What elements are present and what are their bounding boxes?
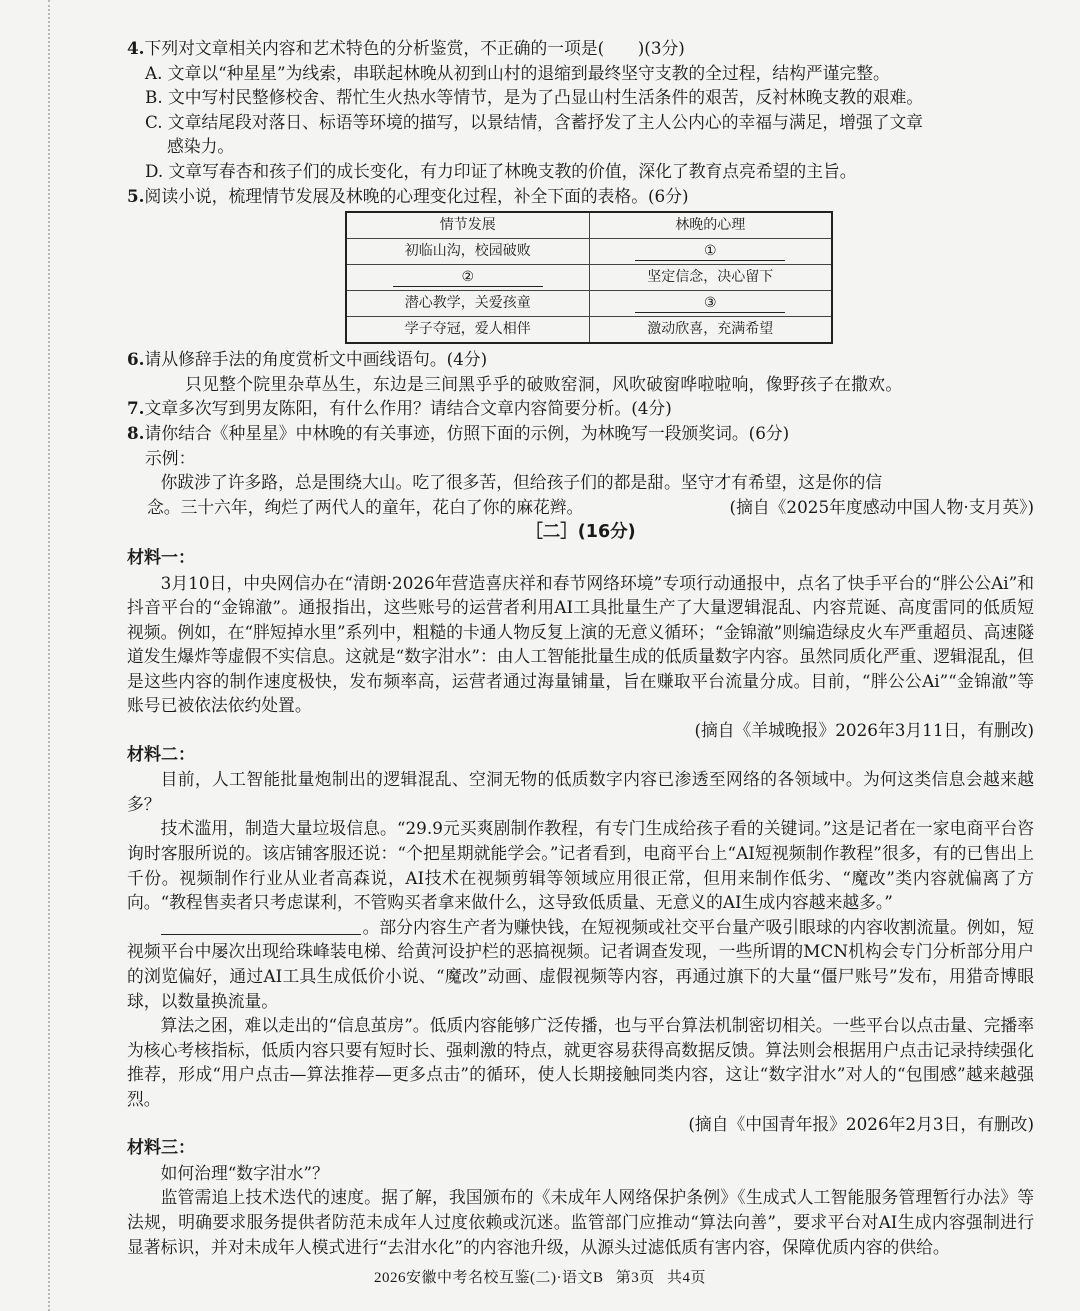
page-content <box>127 36 1034 1259</box>
example-label: 示例： <box>145 447 196 468</box>
answer-blank-cell[interactable] <box>589 239 832 265</box>
material-3-paragraph-2: 监管需追上技术迭代的速度。据了解，我国颁布的《未成年人网络保护条例》《生成式人工智能服务管理暂行办法》等法规，明确要求服务提供者防范未成年人过度依赖或沉迷。监管部门应推动“算法向善”，要求平台对AI生成内容强制进行显著标识，并对未成年人模式进行“去泔水化”的内容池升级，从源头过滤低质有害内容，保障优质内容的供给。 <box>127 1187 1034 1257</box>
question-text: 阅读小说，梳理情节发展及林晚的心理变化过程，补全下面的表格。(6分) <box>144 185 689 206</box>
question-number: 8. <box>127 422 145 443</box>
table-cell: 潜心教学，关爱孩童 <box>346 291 589 317</box>
table-cell: 坚定信念，决心留下 <box>589 265 832 291</box>
example-text-line-2: 念。三十六年，绚烂了两代人的童年，花白了你的麻花辫。 <box>147 496 584 517</box>
paragraph-text: 。部分内容生产者为赚快钱，在短视频或社交平台量产吸引眼球的内容收割流量。例如，短视频平台中屡次出现给珠峰装电梯、给黄河设护栏的恶搞视频。记者调查发现，一些所谓的MCN机构会专门分析部分用户的浏览偏好，通过AI工具生成低价小说、“魔改”动画、虚假视频等内容，再通过旗下的大量“僵尸账号”发布，用猎奇博眼球，以数量换流量。 <box>127 916 1034 1011</box>
answer-blank-cell[interactable] <box>346 265 589 291</box>
plot-psychology-table <box>345 211 833 344</box>
material-2-paragraph-3 <box>127 915 1034 1013</box>
section-title: ［二］(16分) <box>525 522 636 543</box>
fill-in-blank[interactable] <box>161 918 361 935</box>
table-cell: 激动欣喜，充满希望 <box>589 317 832 344</box>
option-c: C. 文章结尾段对落日、标语等环境的描写，以景结情，含蓄抒发了主人公内心的幸福与满足，增强了文章 <box>145 111 924 132</box>
table-cell: 学子夺冠，爱人相伴 <box>346 317 589 344</box>
question-text: 文章多次写到男友陈阳，有什么作用？请结合文章内容简要分析。(4分) <box>144 398 672 419</box>
table-row <box>346 265 832 291</box>
table-row <box>346 239 832 265</box>
binding-margin-line <box>48 0 50 1311</box>
underlined-sentence: 只见整个院里杂草丛生，东边是三间黑乎乎的破败窑洞，风吹破窗哗啦啦响，像野孩子在撒欢。 <box>185 373 903 394</box>
example-text-line-1: 你跋涉了许多路，总是围绕大山。吃了很多苦，但给孩子们的都是甜。坚守才有希望，这是你的信 <box>160 472 883 493</box>
question-4 <box>127 36 1034 61</box>
question-text: 请你结合《种星星》中林晚的有关事迹，仿照下面的示例，为林晚写一段颁奖词。(6分) <box>144 422 790 443</box>
question-7 <box>127 396 1034 421</box>
question-8 <box>127 421 1034 446</box>
total-pages: 共4页 <box>667 1270 707 1286</box>
table-header: 林晚的心理 <box>589 212 832 239</box>
page-number: 第3页 <box>615 1270 655 1286</box>
example-text-line-2-row <box>127 495 1034 520</box>
option-d: D. 文章写春杏和孩子们的成长变化，有力印证了林晚支教的价值，深化了教育点亮希望的主旨。 <box>145 160 857 181</box>
example-source: (摘自《2025年度感动中国人物·支月英》) <box>729 496 1034 517</box>
material-1-body: 3月10日，中央网信办在“清朗·2026年营造喜庆祥和春节网络环境”专项行动通报中，点名了快手平台的“胖公公Ai”和抖音平台的“金锦澈”。通报指出，这些账号的运营者利用AI工具批量生产了大量逻辑混乱、内容荒诞、高度雷同的低质短视频。例如，在“胖短掉水里”系列中，粗糙的卡通人物反复上演的无意义循环；“金锦澈”则编造绿皮火车严重超员、高速隧道发生爆炸等虚假不实信息。这就是“数字泔水”：由人工智能批量生成的低质量数字内容。虽然同质化严重、逻辑混乱，但是这些内容的制作速度极快，发布频率高，运营者通过海量铺量，旨在赚取平台流量分成。目前，“胖公公Ai”“金锦澈”等账号已被依法依约处置。 <box>127 572 1034 716</box>
answer-blank-1: ① <box>635 243 785 261</box>
table-cell: 初临山沟，校园破败 <box>346 239 589 265</box>
question-number: 4. <box>127 38 145 58</box>
material-2-source: (摘自《中国青年报》2026年2月3日，有删改) <box>688 1113 1034 1134</box>
material-2-title: 材料二： <box>127 744 195 765</box>
question-number: 6. <box>127 349 145 370</box>
table-header-row <box>346 212 832 239</box>
question-6 <box>127 347 1034 372</box>
material-2-paragraph-4: 算法之困，难以走出的“信息茧房”。低质内容能够广泛传播，也与平台算法机制密切相关。一些平台以点击量、完播率为核心考核指标，低质内容只要有短时长、强刺激的特点，就更容易获得高数据反馈。算法则会根据用户点击记录持续强化推荐，形成“用户点击—算法推荐—更多点击”的循环，使人长期接触同类内容，这让“数字泔水”对人的“包围感”越来越强烈。 <box>127 1015 1034 1109</box>
option-b: B. 文中写村民整修校舍、帮忙生火热水等情节，是为了凸显山村生活条件的艰苦，反衬林晚支教的艰难。 <box>145 87 924 108</box>
question-5 <box>127 184 1034 209</box>
table-header: 情节发展 <box>346 212 589 239</box>
table-row <box>346 291 832 317</box>
table-row <box>346 317 832 344</box>
question-number: 5. <box>127 185 145 206</box>
question-text: 请从修辞手法的角度赏析文中画线语句。(4分) <box>144 349 488 370</box>
material-2-paragraph-2: 技术滥用，制造大量垃圾信息。“29.9元买爽剧制作教程，有专门生成给孩子看的关键词。”这是记者在一家电商平台咨询时客服所说的。该店铺客服还说：“个把星期就能学会。”记者看到，电商平台上“AI短视频制作教程”很多，有的已售出上千份。视频制作行业从业者高森说，AI技术在视频剪辑等领域应用很正常，但用来制作低劣、“魔改”类内容就偏离了方向。“教程售卖者只考虑谋利，不管购买者拿来做什么，这导致低质量、无意义的AI生成内容越来越多。” <box>127 818 1034 913</box>
answer-blank-cell[interactable] <box>589 291 832 317</box>
exam-title: 2026安徽中考名校互鉴(二)·语文B <box>373 1270 604 1286</box>
page-footer <box>0 1266 1080 1287</box>
answer-blank-3: ③ <box>635 295 785 313</box>
material-2-paragraph-1: 目前，人工智能批量炮制出的逻辑混乱、空洞无物的低质数字内容已渗透至网络的各领域中。为何这类信息会越来越多？ <box>127 769 1034 814</box>
option-a: A. 文章以“种星星”为线索，串联起林晚从初到山村的退缩到最终坚守支教的全过程，结构严谨完整。 <box>145 62 890 83</box>
question-text: 下列对文章相关内容和艺术特色的分析鉴赏，不正确的一项是( )(3分) <box>144 38 685 58</box>
material-3-title: 材料三： <box>127 1138 195 1159</box>
material-3-paragraph-1: 如何治理“数字泔水”？ <box>160 1162 329 1183</box>
question-number: 7. <box>127 398 145 419</box>
material-1-source: (摘自《羊城晚报》2026年3月11日，有删改) <box>694 720 1034 741</box>
option-c-continued: 感染力。 <box>167 136 235 157</box>
answer-blank-2: ② <box>393 269 543 287</box>
material-1-title: 材料一： <box>127 547 195 568</box>
